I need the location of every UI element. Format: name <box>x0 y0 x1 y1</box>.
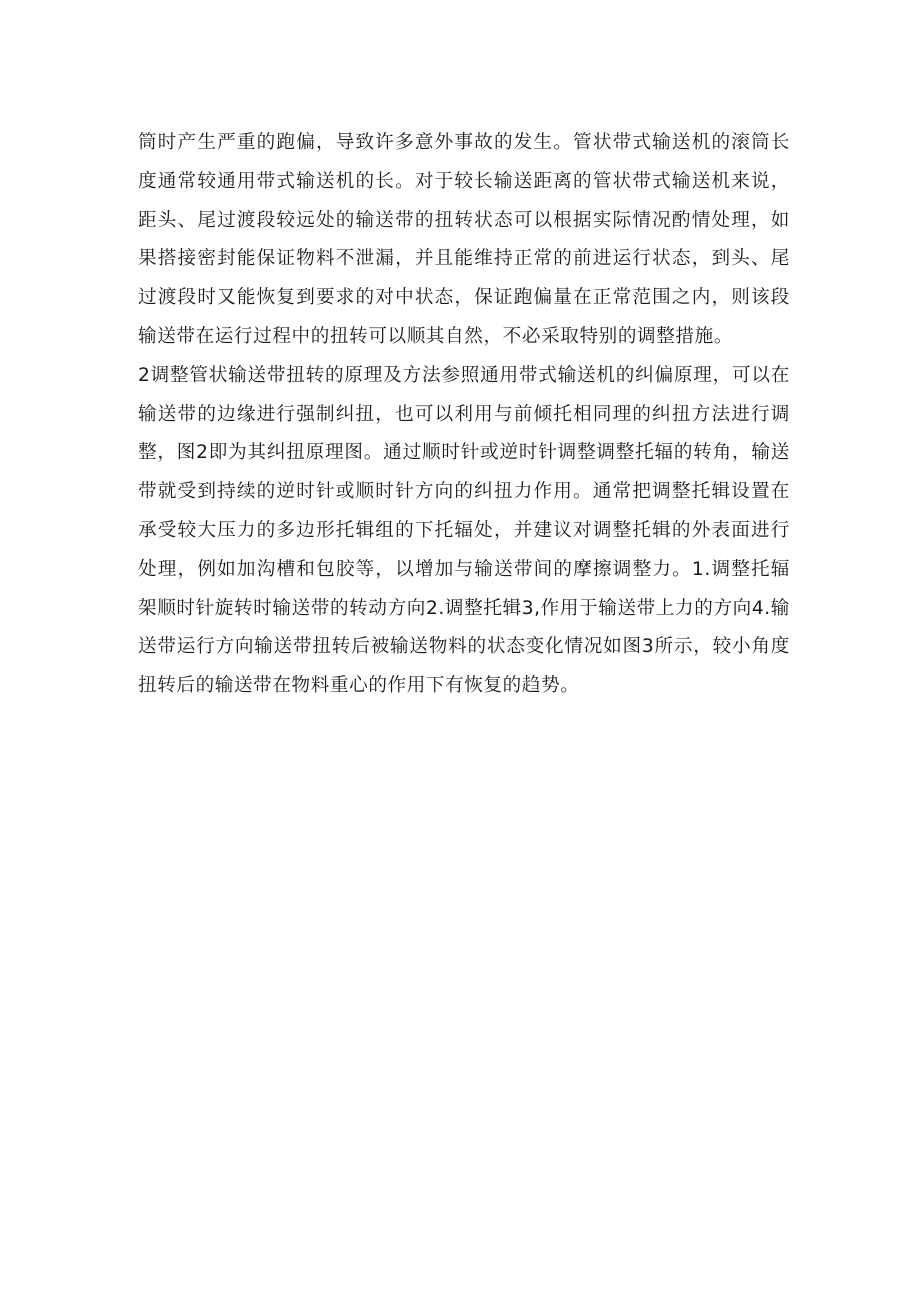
paragraph-1: 筒时产生严重的跑偏，导致许多意外事故的发生。管状带式输送机的滚筒长度通常较通用带式输送机的长。对于较长输送距离的管状带式输送机来说，距头、尾过渡段较远处的输送带的扭转状态可以根据实际情况酌情处理，如果搭接密封能保证物料不泄漏，并且能维持正常的前进运行状态，到头、尾过渡段时又能恢复到要求的对中状态，保证跑偏量在正常范围之内，则该段输送带在运行过程中的扭转可以顺其自然，不必采取特别的调整措施。 <box>138 132 790 347</box>
paragraph-2: 2调整管状输送带扭转的原理及方法参照通用带式输送机的纠偏原理，可以在输送带的边缘进行强制纠扭，也可以利用与前倾托相同理的纠扭方法进行调整，图2即为其纠扭原理图。通过顺时针或逆时针调整调整托辐的转角，输送带就受到持续的逆时针或顺时针方向的纠扭力作用。通常把调整托辑设置在承受较大压力的多边形托辑组的下托辐处，并建议对调整托辑的外表面进行处理，例如加沟槽和包胶等，以增加与输送带间的摩擦调整力。1.调整托辐架顺时针旋转时输送带的转动方向2.调整托辑3,作用于输送带上力的方向4.输送带运行方向输送带扭转后被输送物料的状态变化情况如图3所示，较小角度扭转后的输送带在物料重心的作用下有恢复的趋势。 <box>138 364 790 697</box>
document-body <box>138 124 790 706</box>
